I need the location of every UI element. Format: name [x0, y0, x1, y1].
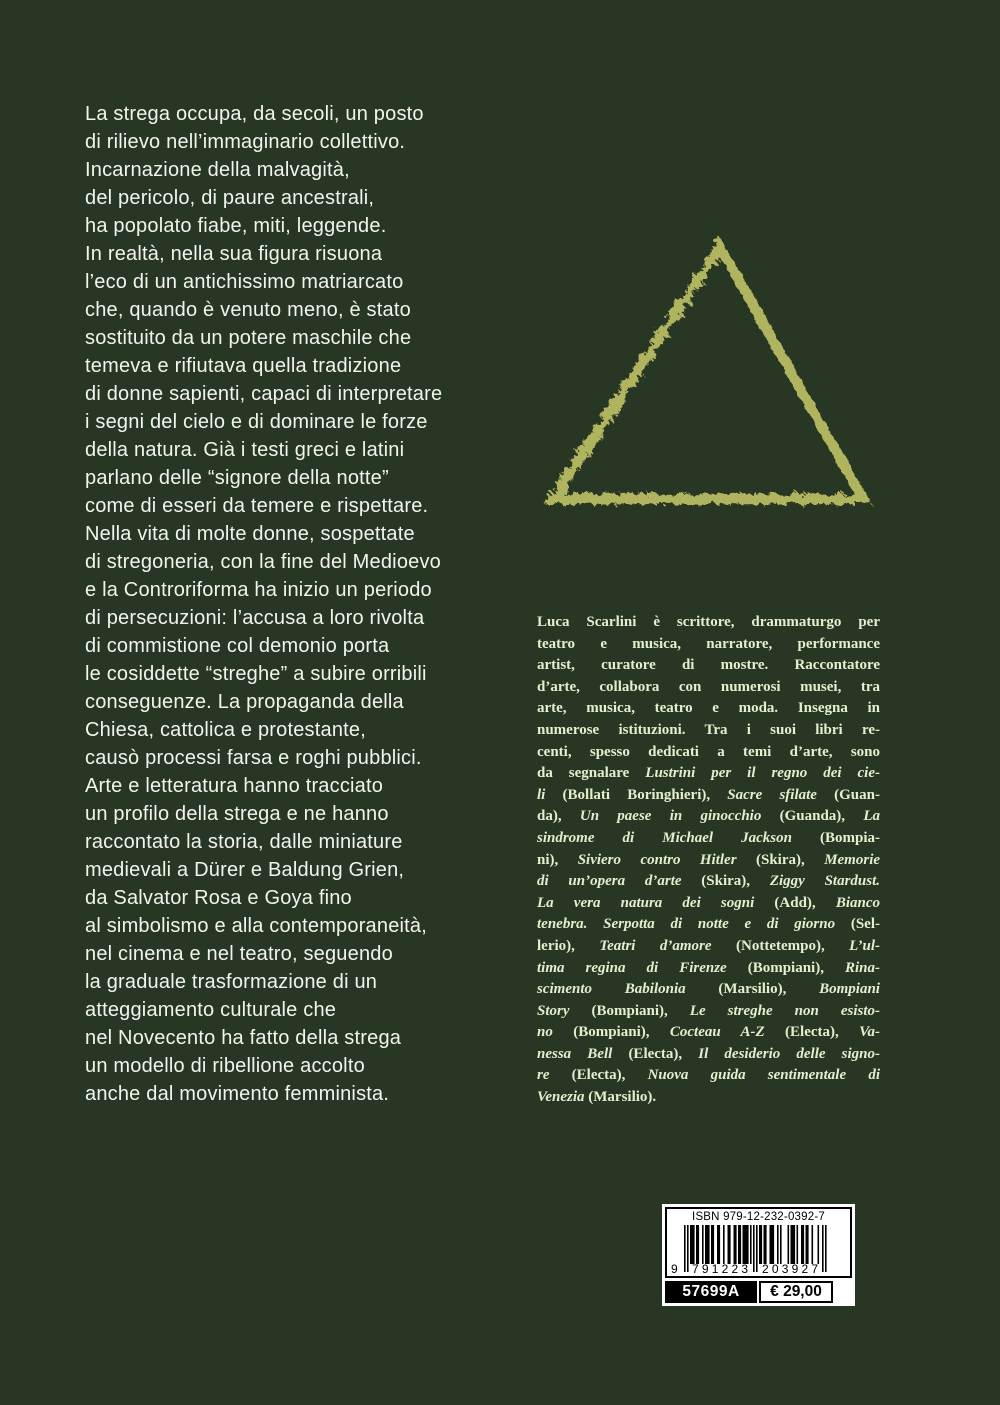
bio-line: [537, 1065, 880, 1087]
book-title-segment: Lustrini per il regno dei cie-: [645, 765, 880, 782]
bio-line: [537, 914, 880, 936]
barcode-digits-group2: 203927: [762, 1262, 822, 1276]
blurb-line: ha popolato fiabe, miti, leggende.: [85, 215, 387, 237]
book-title-segment: Va-: [859, 1024, 880, 1041]
book-title-segment: Siviero contro Hitler: [577, 851, 737, 868]
bio-text-segment: (Guanda),: [761, 808, 864, 825]
bio-line: [537, 871, 880, 893]
bio-text-segment: (Guan-: [816, 786, 880, 803]
blurb-line: come di esseri da temere e rispettare.: [85, 495, 429, 517]
blurb-line: conseguenze. La propaganda della: [85, 691, 404, 713]
triangle-icon: [543, 234, 875, 516]
book-title-segment: L’ul-: [849, 937, 880, 954]
book-title-segment: Memorie: [824, 851, 880, 868]
bio-text-segment: (Electa),: [612, 1045, 699, 1062]
author-bio-text: [537, 612, 880, 1109]
blurb-line: nel Novecento ha fatto della strega: [85, 1027, 402, 1049]
bio-text-segment: arte, musica, teatro e moda. Insegna in: [537, 700, 880, 717]
blurb-line: medievali a Dürer e Baldung Grien,: [85, 859, 405, 881]
isbn-label: ISBN 979-12-232-0392-7: [692, 1211, 825, 1223]
blurb-line: i segni del cielo e di dominare le forze: [85, 411, 428, 433]
bio-line: [537, 720, 880, 742]
blurb-line: raccontato la storia, dalle miniature: [85, 831, 403, 853]
bio-line: [537, 1022, 880, 1044]
blurb-line: Nella vita di molte donne, sospettate: [85, 523, 415, 545]
blurb-text: [85, 100, 442, 1108]
price-label: € 29,00: [759, 1281, 833, 1303]
bio-text-segment: da),: [537, 808, 580, 825]
barcode-digit-prefix: 9: [671, 1262, 678, 1276]
bio-text-segment: d’arte, collabora con numerosi musei, tra: [537, 678, 880, 695]
bio-text-segment: (Skira),: [736, 851, 825, 868]
book-title-segment: Nuova guida sentimentale di: [647, 1067, 880, 1084]
bio-line: [537, 828, 880, 850]
bio-line: [537, 979, 880, 1001]
book-title-segment: di un’opera d’arte: [537, 873, 682, 890]
blurb-line: che, quando è venuto meno, è stato: [85, 299, 411, 321]
book-title-segment: Cocteau A-Z: [669, 1024, 765, 1041]
blurb-line: di stregoneria, con la fine del Medioevo: [85, 551, 441, 573]
book-title-segment: Bianco: [835, 894, 880, 911]
book-title-segment: Teatri d’amore: [599, 937, 712, 954]
bio-text-segment: (Bollati Boringhieri),: [545, 786, 728, 803]
blurb-line: di commistione col demonio porta: [85, 635, 390, 657]
bio-line: [537, 655, 880, 677]
book-title-segment: La: [863, 808, 880, 825]
barcode-upper-box: [665, 1207, 852, 1278]
edition-code-badge: 57699A: [665, 1281, 757, 1303]
blurb-line: atteggiamento culturale che: [85, 999, 337, 1021]
bio-line: [537, 893, 880, 915]
blurb-line: le cosiddette “streghe” a subire orribili: [85, 663, 427, 685]
blurb-line: Incarnazione della malvagità,: [85, 159, 350, 181]
bio-text-segment: (Electa),: [764, 1024, 860, 1041]
bio-text-segment: (Electa),: [549, 1067, 648, 1084]
book-title-segment: sindrome di Michael Jackson: [537, 829, 792, 846]
hand-drawn-triangle-illustration: [543, 234, 875, 516]
blurb-line: parlano delle “signore della notte”: [85, 467, 389, 489]
blurb-line: di donne sapienti, capaci di interpretare: [85, 383, 443, 405]
barcode-bottom-row: [665, 1281, 852, 1303]
blurb-line: In realtà, nella sua figura risuona: [85, 243, 383, 265]
blurb-line: la graduale trasformazione di un: [85, 971, 378, 993]
book-title-segment: Rina-: [844, 959, 880, 976]
book-title-segment: no: [537, 1024, 553, 1041]
bio-text-segment: lerio),: [537, 937, 600, 954]
bio-line: [537, 698, 880, 720]
bio-line: [537, 850, 880, 872]
blurb-line: La strega occupa, da secoli, un posto: [85, 103, 424, 125]
blurb-line: di persecuzioni: l’accusa a loro rivolta: [85, 607, 425, 629]
bio-text-segment: numerose istituzioni. Tra i suoi libri re-: [537, 721, 880, 738]
blurb-line: un modello di ribellione accolto: [85, 1055, 365, 1077]
bio-line: [537, 806, 880, 828]
bio-text-segment: (Sel-: [835, 916, 880, 933]
bio-text-segment: (Bompiani),: [552, 1024, 670, 1041]
bio-text-segment: (Bompiani),: [726, 959, 845, 976]
barcode-digits-group1: 791223: [692, 1262, 752, 1276]
book-title-segment: Ziggy Stardust.: [769, 873, 880, 890]
blurb-line: temeva e rifiutava quella tradizione: [85, 355, 402, 377]
book-title-segment: La vera natura dei sogni: [537, 894, 755, 911]
book-title-segment: Venezia: [537, 1089, 585, 1106]
bio-text-segment: (Bompia-: [791, 829, 880, 846]
bio-line: [537, 958, 880, 980]
book-title-segment: Story: [537, 1002, 570, 1019]
blurb-line: sostituito da un potere maschile che: [85, 327, 412, 349]
bio-text-segment: (Bompiani),: [569, 1002, 690, 1019]
bio-text-segment: artist, curatore di mostre. Raccontatore: [537, 657, 880, 674]
book-title-segment: scimento Babilonia: [537, 981, 686, 998]
book-title-segment: Un paese in ginocchio: [579, 808, 762, 825]
bio-line: [537, 785, 880, 807]
bio-text-segment: (Add),: [754, 894, 836, 911]
book-title-segment: Le streghe non esisto-: [689, 1002, 880, 1019]
bio-line: [537, 936, 880, 958]
bio-text-segment: (Skira),: [681, 873, 770, 890]
book-title-segment: Bompiani: [819, 981, 880, 998]
bio-line: [537, 677, 880, 699]
blurb-line: anche dal movimento femminista.: [85, 1083, 390, 1105]
book-title-segment: Il desiderio delle signo-: [698, 1045, 880, 1062]
bio-line: [537, 763, 880, 785]
bio-text-segment: (Marsilio).: [584, 1089, 657, 1106]
bio-text-segment: ni),: [537, 851, 578, 868]
bio-line: [537, 1001, 880, 1023]
bio-text-segment: Luca Scarlini è scrittore, drammaturgo per: [537, 614, 880, 630]
book-title-segment: re: [537, 1067, 550, 1084]
blurb-line: un profilo della strega e ne hanno: [85, 803, 389, 825]
bio-line: [537, 1044, 880, 1066]
blurb-line: al simbolismo e alla contemporaneità,: [85, 915, 428, 937]
bio-text-segment: (Nottetempo),: [711, 937, 850, 954]
book-title-segment: li: [537, 786, 546, 803]
blurb-line: di rilievo nell’immaginario collettivo.: [85, 131, 406, 153]
blurb-line: nel cinema e nel teatro, seguendo: [85, 943, 393, 965]
blurb-line: e la Controriforma ha inizio un periodo: [85, 579, 432, 601]
blurb-line: causò processi farsa e roghi pubblici.: [85, 747, 422, 769]
book-title-segment: Sacre sfilate: [727, 786, 817, 803]
book-title-segment: tenebra. Serpotta di notte e di giorno: [537, 916, 836, 933]
bio-line: [537, 612, 880, 634]
blurb-line: del pericolo, di paure ancestrali,: [85, 187, 375, 209]
blurb-line: Arte e letteratura hanno tracciato: [85, 775, 384, 797]
bio-line: [537, 634, 880, 656]
book-title-segment: tima regina di Firenze: [537, 959, 727, 976]
bio-text-segment: (Marsilio),: [685, 981, 820, 998]
barcode-panel: [662, 1204, 855, 1306]
bio-text-segment: da segnalare: [537, 765, 646, 782]
bio-text-segment: teatro e musica, narratore, performance: [537, 635, 880, 652]
book-title-segment: nessa Bell: [537, 1045, 613, 1062]
bio-text-segment: centi, spesso dedicati a temi d’arte, sono: [537, 743, 880, 760]
blurb-line: Chiesa, cattolica e protestante,: [85, 719, 366, 741]
blurb-line: da Salvator Rosa e Goya fino: [85, 887, 352, 909]
bio-line: [537, 742, 880, 764]
blurb-line: l’eco di un antichissimo matriarcato: [85, 271, 404, 293]
blurb-line: della natura. Già i testi greci e latini: [85, 439, 405, 461]
bio-line: [537, 1087, 880, 1109]
